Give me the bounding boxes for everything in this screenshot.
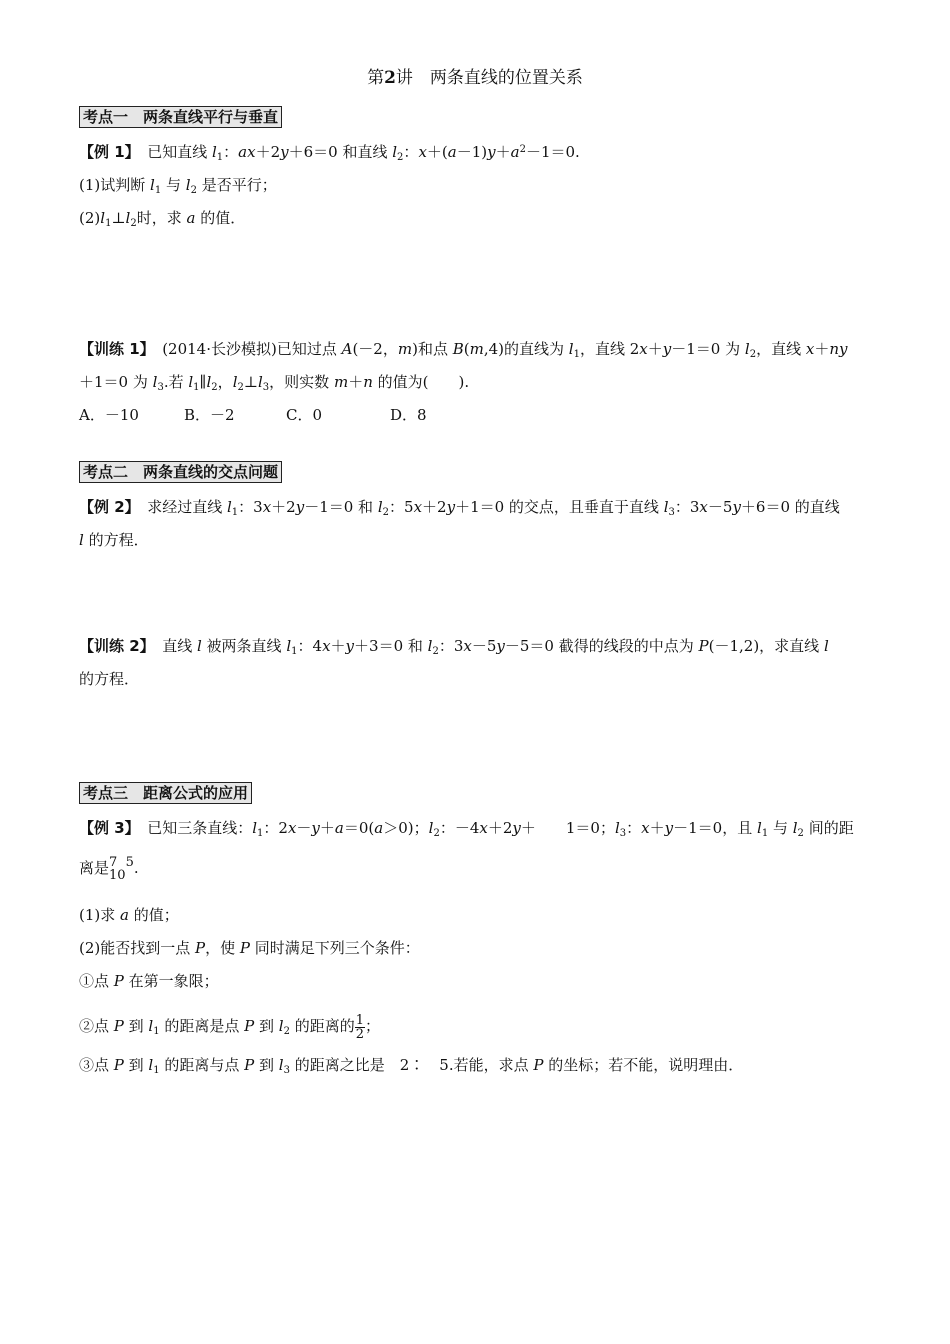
training-1-option-a: A．－10	[79, 406, 139, 424]
half-fraction: $\frac{1}{2}$	[355, 1012, 365, 1042]
example-1-question-1: (1)试判断 $l_1$ 与 $l_2$ 是否平行；	[79, 176, 277, 196]
page-title: 第2讲 两条直线的位置关系	[367, 68, 583, 88]
example-1-statement: 【例 1】 已知直线 $l_1$：ax＋2y＋6＝0 和直线 $l_2$：$x+(a-1)y+a^2-1=0$.	[79, 143, 580, 163]
example-3-condition-1: ①点 P 在第一象限；	[79, 972, 219, 990]
example-2-line-2: l 的方程．	[79, 531, 149, 549]
training-1-line-1: 【训练 1】 (2014·长沙模拟)已知过点 A(－2，m)和点 B(m,4)的直线为 $l_1$，直线 2x＋y－1＝0 为 $l_2$，直线 x＋ny	[79, 340, 848, 360]
training-1-option-b: B．－2	[184, 406, 235, 424]
example-3-line-1: 【例 3】 已知三条直线：$l_1$：2x－y＋a＝0(a＞0)；$l_2$：－4x＋2y＋ 1＝0；$l_3$：x＋y－1＝0，且 $l_1$ 与 $l_2$ 间的距	[79, 819, 854, 839]
example-3-condition-3: ③点 P 到 $l_1$ 的距离与点 P 到 $l_3$ 的距离之比是 2∶ 5.若能，求点 P 的坐标；若不能，说明理由．	[79, 1056, 744, 1076]
training-1-line-2: ＋1＝0 为 $l_3$.若 $l_1\parallel l_2$，$l_2\perp l_3$，则实数 m＋n 的值为( ).	[79, 373, 470, 393]
example-1-question-2: $(2)l_1\perp l_2$时，求 a 的值．	[79, 209, 246, 229]
section-heading-1: 考点一 两条直线平行与垂直	[79, 106, 282, 128]
example-3-question-1: (1)求 a 的值；	[79, 906, 179, 924]
section-heading-2: 考点二 两条直线的交点问题	[79, 461, 282, 483]
section-heading-3: 考点三 距离公式的应用	[79, 782, 252, 804]
example-3-condition-2: ②点 P 到 $l_1$ 的距离是点 P 到 $l_2$ 的距离的 $\frac{1}{2}$ ；	[79, 1012, 381, 1042]
example-2-line-1: 【例 2】 求经过直线 $l_1$：3x＋2y－1＝0 和 $l_2$：5x＋2y＋1＝0 的交点，且垂直于直线 $l_3$：3x－5y＋6＝0 的直线	[79, 498, 840, 518]
training-1-option-c: C．0	[286, 406, 323, 424]
example-3-line-2: 离是 7 5 10 .	[79, 855, 139, 883]
training-2-line-2: 的方程．	[79, 670, 140, 688]
example-3-question-2: (2)能否找到一点 P，使 P 同时满足下列三个条件：	[79, 939, 420, 957]
training-1-option-d: D．8	[390, 406, 427, 424]
distance-fraction: 7 5 10	[109, 855, 134, 883]
training-2-line-1: 【训练 2】 直线 l 被两条直线 $l_1$：4x＋y＋3＝0 和 $l_2$：3x－5y－5＝0 截得的线段的中点为 P(－1,2)，求直线 l	[79, 637, 829, 657]
